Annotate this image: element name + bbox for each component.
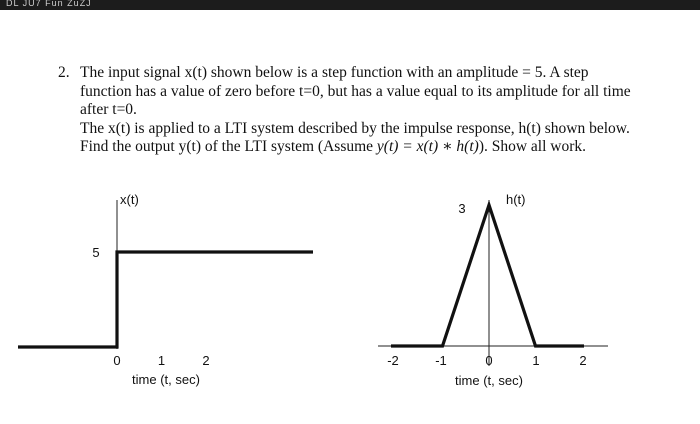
convolution-equation: y(t) = x(t) ∗ h(t) — [376, 138, 479, 155]
ht-plot — [378, 192, 608, 388]
xt-tick-0: 0 — [113, 353, 121, 368]
ht-tick-0: 0 — [485, 353, 493, 368]
problem-paragraph-1: The input signal x(t) shown below is a step function with an amplitude = 5. A step function has a value of zero before t=0, but has a value equal to its amplitude for all time after t=0. — [80, 64, 631, 118]
ht-tick--2: -2 — [387, 353, 399, 368]
xt-title: x(t) — [120, 192, 139, 207]
ht-tick--1: -1 — [435, 353, 447, 368]
xt-xlabel: time (t, sec) — [132, 372, 200, 387]
xt-signal-line — [18, 252, 313, 347]
ht-xlabel: time (t, sec) — [455, 373, 523, 388]
xt-tick-2: 2 — [202, 353, 210, 368]
xt-tick-1: 1 — [157, 353, 166, 368]
top-bar-text: DL JU7 Fun ZuZJ — [6, 0, 92, 8]
ht-peak-label: 3 — [458, 201, 466, 216]
ht-title: h(t) — [506, 192, 526, 207]
ht-tick-2: 2 — [579, 353, 587, 368]
paragraph-2-part-1: The x(t) is applied to a LTI system described by the impulse response, h(t) shown below. Find the output y(t) of the LTI system (Assume — [80, 119, 630, 155]
ht-tick-1: 1 — [532, 353, 540, 368]
xt-plot — [18, 192, 313, 387]
paragraph-2-part-2: ). Show all work. — [478, 138, 587, 155]
ht-signal-line — [391, 205, 584, 346]
xt-amplitude-label: 5 — [92, 245, 100, 260]
problem-number: 2. — [58, 64, 70, 81]
